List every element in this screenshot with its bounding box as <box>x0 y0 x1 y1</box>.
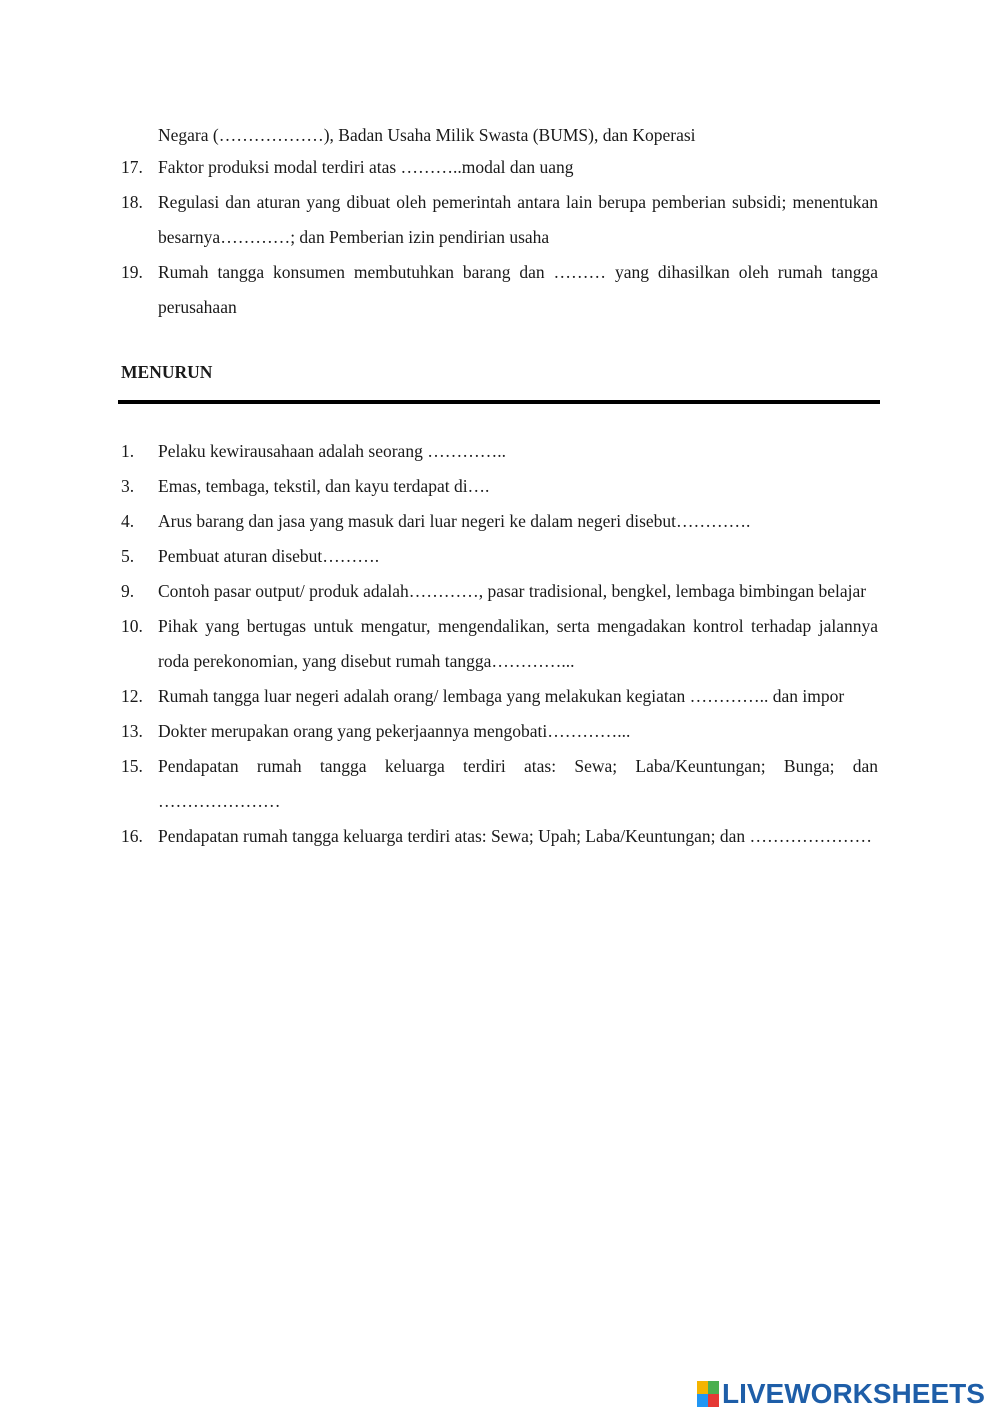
continuation-line: Negara (………………), Badan Usaha Milik Swasta (BUMS), dan Koperasi <box>158 125 696 145</box>
brand-name: LIVEWORKSHEETS <box>722 1378 985 1409</box>
item-text: Pihak yang bertugas untuk mengatur, mengendalikan, serta mengadakan kontrol terhadap jalannya roda perekonomian, yang disebut rumah tangga…………... <box>158 616 878 671</box>
section-heading-menurun: MENURUN <box>121 362 213 382</box>
item-text: Pendapatan rumah tangga keluarga terdiri atas: Sewa; Upah; Laba/Keuntungan; dan ………………… <box>158 826 873 846</box>
across-list <box>121 150 878 325</box>
list-item <box>121 749 878 819</box>
list-item <box>121 469 878 504</box>
item-text: Emas, tembaga, tekstil, dan kayu terdapat di…. <box>158 476 490 496</box>
item-number: 4. <box>121 511 135 531</box>
item-number: 16. <box>121 826 143 846</box>
item-number: 13. <box>121 721 143 741</box>
item-text: Pelaku kewirausahaan adalah seorang ………….. <box>158 441 506 461</box>
logo-cell <box>697 1381 708 1394</box>
item-number: 18. <box>121 192 143 212</box>
item-text: Rumah tangga konsumen membutuhkan barang dan ……… yang dihasilkan oleh rumah tangga perusahaan <box>158 262 878 317</box>
item-number: 5. <box>121 546 135 566</box>
list-item <box>121 574 878 609</box>
list-item <box>121 714 878 749</box>
item-number: 17. <box>121 157 143 177</box>
logo-cell <box>708 1381 719 1394</box>
item-text: Pembuat aturan disebut………. <box>158 546 380 566</box>
item-number: 12. <box>121 686 143 706</box>
list-item <box>121 504 878 539</box>
liveworksheets-brand <box>697 1378 985 1410</box>
list-item <box>121 679 878 714</box>
item-number: 19. <box>121 262 143 282</box>
list-item <box>121 539 878 574</box>
item-number: 9. <box>121 581 135 601</box>
item-number: 1. <box>121 441 135 461</box>
item-number: 3. <box>121 476 135 496</box>
liveworksheets-logo-icon <box>697 1381 719 1407</box>
list-item <box>121 819 878 854</box>
down-list <box>121 434 878 854</box>
logo-cell <box>697 1394 708 1407</box>
item-text: Rumah tangga luar negeri adalah orang/ lembaga yang melakukan kegiatan ………….. dan impor <box>158 686 845 706</box>
list-item <box>121 434 878 469</box>
list-item <box>121 255 878 325</box>
item-text: Dokter merupakan orang yang pekerjaannya mengobati…………... <box>158 721 631 741</box>
section-divider <box>118 400 880 404</box>
logo-cell <box>708 1394 719 1407</box>
item-number: 15. <box>121 756 143 776</box>
item-text: Contoh pasar output/ produk adalah…………, pasar tradisional, bengkel, lembaga bimbingan belajar <box>158 581 867 601</box>
list-item <box>121 609 878 679</box>
list-item <box>121 150 878 185</box>
list-item <box>121 185 878 255</box>
item-text: Arus barang dan jasa yang masuk dari luar negeri ke dalam negeri disebut…………. <box>158 511 751 531</box>
item-number: 10. <box>121 616 143 636</box>
item-text: Regulasi dan aturan yang dibuat oleh pemerintah antara lain berupa pemberian subsidi; menentukan besarnya…………; dan Pemberian izin pendirian usaha <box>158 192 878 247</box>
item-text: Faktor produksi modal terdiri atas ………..modal dan uang <box>158 157 574 177</box>
item-text: Pendapatan rumah tangga keluarga terdiri atas: Sewa; Laba/Keuntungan; Bunga; dan ………………… <box>158 756 878 811</box>
